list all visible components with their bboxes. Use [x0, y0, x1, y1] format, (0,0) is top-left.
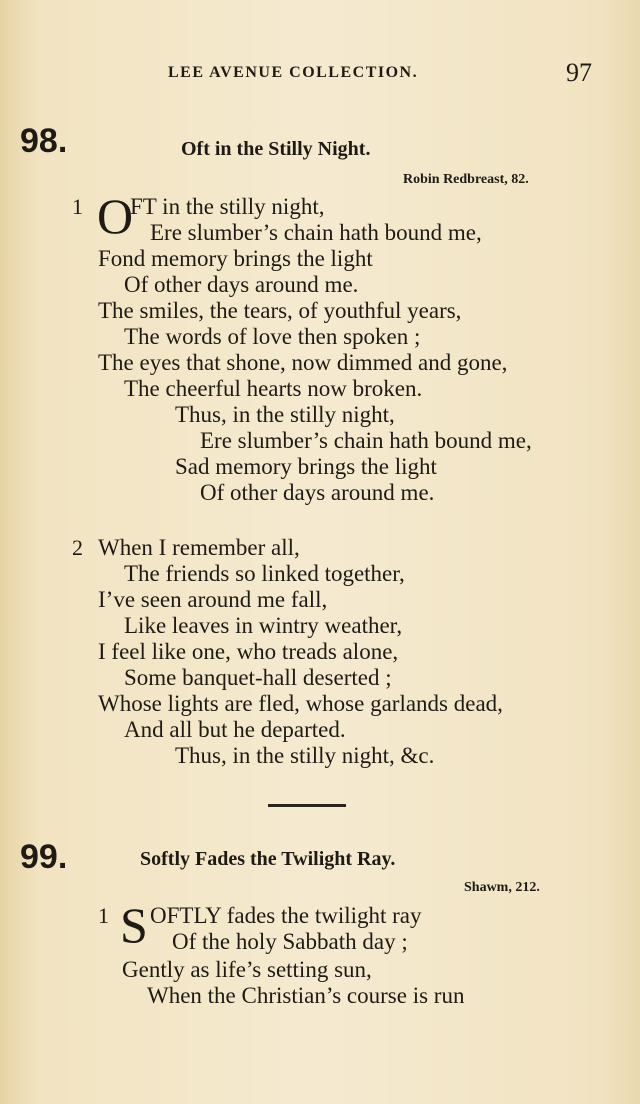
- hymn-number: 99.: [20, 838, 68, 876]
- verse-number: 1: [72, 194, 83, 219]
- verse-line: When the Christian’s course is run: [147, 983, 465, 1008]
- verse-line: The words of love then spoken ;: [124, 324, 421, 349]
- verse-line: The friends so linked together,: [124, 561, 405, 586]
- hymn-title: Oft in the Stilly Night.: [181, 138, 371, 160]
- page-number: 97: [566, 58, 592, 87]
- verse-line: OFTLY fades the twilight ray: [150, 903, 422, 928]
- verse-line: When I remember all,: [98, 535, 300, 560]
- verse-line: Some banquet-hall deserted ;: [124, 665, 392, 690]
- verse-line: The eyes that shone, now dimmed and gone,: [98, 350, 508, 375]
- verse-line: Of other days around me.: [124, 272, 359, 297]
- verse-line: The cheerful hearts now broken.: [124, 376, 423, 401]
- verse-line: Ere slumber’s chain hath bound me,: [200, 428, 532, 453]
- hymn-number: 98.: [20, 122, 68, 160]
- verse-line: I’ve seen around me fall,: [98, 587, 328, 612]
- verse-number: 1: [98, 903, 109, 928]
- verse-line: The smiles, the tears, of youthful years,: [98, 298, 462, 323]
- verse-line: Fond memory brings the light: [98, 246, 373, 271]
- page-header: [0, 58, 640, 88]
- verse-line: Sad memory brings the light: [175, 454, 437, 479]
- verse-line: Thus, in the stilly night, &c.: [175, 743, 435, 768]
- hymn-title: Softly Fades the Twilight Ray.: [140, 848, 396, 870]
- verse-line: I feel like one, who treads alone,: [98, 639, 399, 664]
- tune-reference: Robin Redbreast, 82.: [403, 172, 529, 187]
- drop-cap: S: [120, 897, 148, 953]
- tune-reference: Shawm, 212.: [464, 880, 540, 895]
- verse-line: Gently as life’s setting sun,: [122, 957, 372, 982]
- verse-line: Whose lights are fled, whose garlands dead,: [98, 691, 503, 716]
- drop-cap: O: [97, 188, 134, 244]
- verse-line: Of the holy Sabbath day ;: [172, 929, 408, 954]
- section-divider: [268, 804, 346, 807]
- verse-line: Of other days around me.: [200, 480, 435, 505]
- verse-line: Thus, in the stilly night,: [175, 402, 395, 427]
- verse-line: FT in the stilly night,: [130, 194, 325, 219]
- running-title: LEE AVENUE COLLECTION.: [168, 64, 419, 81]
- verse-number: 2: [72, 535, 83, 560]
- verse-line: Like leaves in wintry weather,: [124, 613, 403, 638]
- verse-line: Ere slumber’s chain hath bound me,: [150, 220, 482, 245]
- verse-line: And all but he departed.: [124, 717, 346, 742]
